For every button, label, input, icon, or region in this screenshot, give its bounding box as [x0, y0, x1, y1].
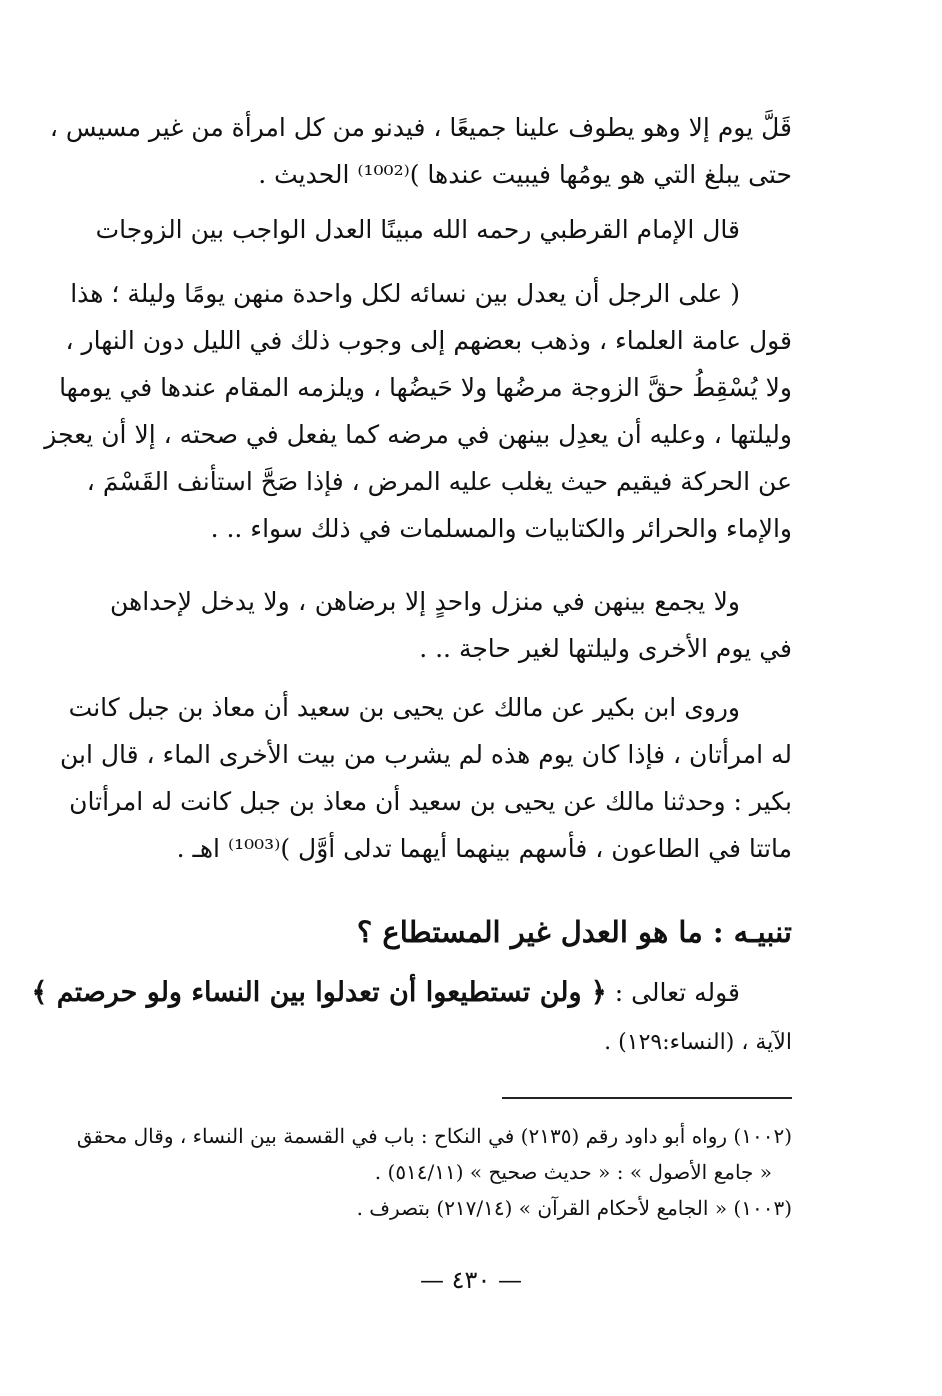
section-heading: تنبيـه : ما هو العدل غير المستطاع ؟: [356, 915, 792, 949]
quran-verse: ﴿ ولن تستطيعوا أن تعدلوا بين النساء ولو حرصتم ﴾: [31, 977, 607, 1008]
text-line: له امرأتان ، فإذا كان يوم هذه لم يشرب من بيت الأخرى الماء ، قال ابن: [59, 740, 792, 769]
quran-verse-line: [31, 968, 792, 1018]
text-line: قال الإمام القرطبي رحمه الله مبينًا العدل الواجب بين الزوجات: [95, 215, 740, 244]
text-line: ماتتا في الطاعون ، فأسهم بينهما أيهما تدلى أوَّل )⁽¹⁰⁰³⁾ اهـ .: [176, 834, 792, 863]
page-number: — ٤٣٠ —: [420, 1266, 522, 1294]
text-line: وليلتها ، وعليه أن يعدِل بينهن في مرضه كما يفعل في صحته ، إلا أن يعجز: [44, 420, 792, 449]
text-line: قول عامة العلماء ، وذهب بعضهم إلى وجوب ذلك في الليل دون النهار ،: [65, 326, 792, 355]
quran-intro: قوله تعالى :: [606, 978, 740, 1007]
text-line: قَلَّ يوم إلا وهو يطوف علينا جميعًا ، فيدنو من كل امرأة من غير مسيس ،: [49, 113, 792, 142]
footnote-line: (١٠٠٢) رواه أبو داود رقم (٢١٣٥) في النكاح : باب في القسمة بين النساء ، وقال محقق: [76, 1124, 792, 1148]
paragraph-ibn-bukair: [59, 684, 792, 872]
text-line: وروى ابن بكير عن مالك عن يحيى بن سعيد أن معاذ بن جبل كانت: [68, 693, 740, 722]
text-line: عن الحركة فيقيم حيث يغلب عليه المرض ، فإذا صَحَّ استأنف القَسْمَ ،: [86, 467, 792, 496]
text-line: ولا يُسْقِطُ حقَّ الزوجة مرضُها ولا حَيضُها ، ويلزمه المقام عندها في يومها: [59, 373, 792, 402]
text-line: حتى يبلغ التي هو يومُها فيبيت عندها )⁽¹⁰⁰²⁾ الحديث .: [258, 160, 792, 189]
paragraph-hadith-end: [49, 104, 792, 198]
text-line: في يوم الأخرى وليلتها لغير حاجة .. .: [419, 634, 792, 663]
quran-reference: الآية ، (النساء:١٢٩) .: [604, 1030, 792, 1055]
footnote-line: « جامع الأصول » : « حديث صحيح » (٥١٤/١١) .: [374, 1160, 772, 1184]
text-line: والإماء والحرائر والكتابيات والمسلمات في ذلك سواء .. .: [210, 514, 792, 543]
footnote-divider: [502, 1097, 792, 1099]
paragraph-qurtubi-quote: [44, 270, 792, 552]
quran-citation: [31, 968, 792, 1068]
paragraph-residence: [110, 578, 792, 672]
paragraph-qurtubi-intro: [95, 206, 792, 253]
text-line: ( على الرجل أن يعدل بين نسائه لكل واحدة منهن يومًا وليلة ؛ هذا: [70, 279, 740, 308]
text-line: بكير : وحدثنا مالك عن يحيى بن سعيد أن معاذ بن جبل كانت له امرأتان: [69, 787, 792, 816]
footnote-line: (١٠٠٣) « الجامع لأحكام القرآن » (٢١٧/١٤) بتصرف .: [356, 1196, 792, 1220]
footnotes: [76, 1118, 792, 1226]
text-line: ولا يجمع بينهن في منزل واحدٍ إلا برضاهن ، ولا يدخل لإحداهن: [110, 587, 740, 616]
